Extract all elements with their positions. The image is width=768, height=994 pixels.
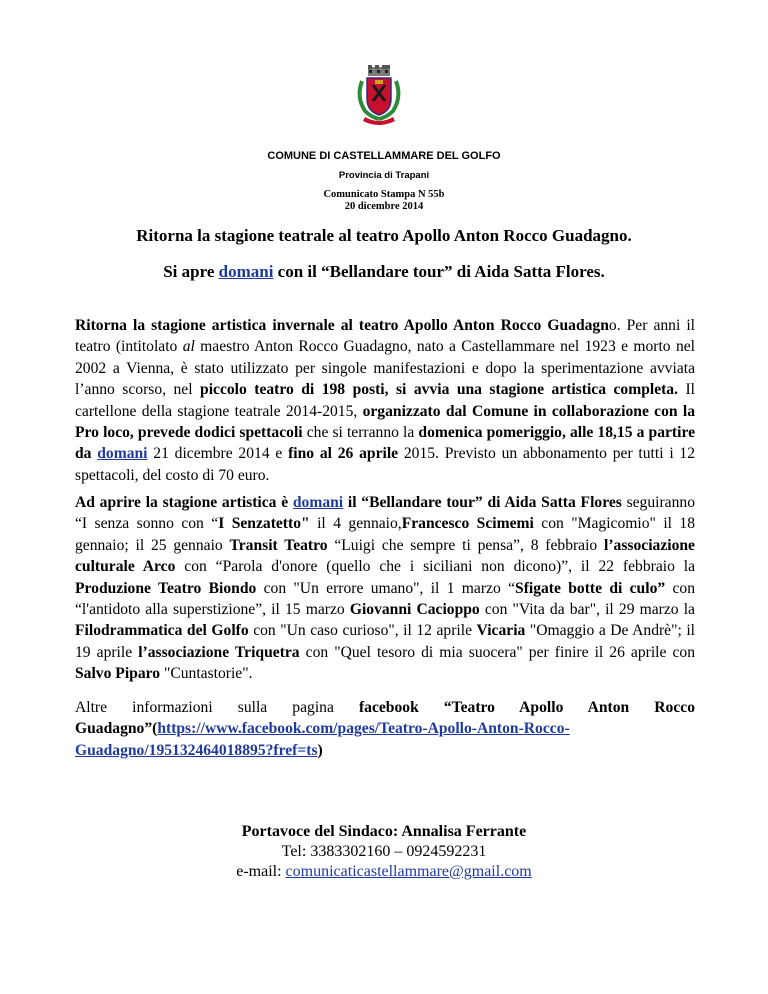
text: 2015. Previsto un abbonamento per tutti i 12 spettacoli, del costo di 70 euro. bbox=[75, 445, 696, 484]
text: con "Un caso curioso", il 12 aprile bbox=[248, 622, 477, 640]
municipal-crest-icon bbox=[353, 65, 405, 127]
facebook-page-link[interactable]: https://www.facebook.com/pages/Teatro-Apollo-Anton-Rocco-Guadagno/195132464018895?fref=ts bbox=[75, 720, 570, 759]
text: che si terranno la bbox=[302, 424, 419, 442]
province-name: Provincia di Trapani bbox=[338, 170, 430, 181]
text: Altre informazioni sulla pagina bbox=[75, 699, 359, 716]
municipality-name: COMUNE DI CASTELLAMMARE DEL GOLFO bbox=[267, 150, 501, 162]
italic-text: al bbox=[182, 338, 195, 356]
text: con "Magicomio" il 18 gennaio; il 25 gennaio bbox=[75, 515, 696, 554]
text: il 4 gennaio, bbox=[309, 515, 402, 533]
domani-link[interactable]: domani bbox=[292, 494, 344, 511]
bold-text: piccolo teatro di 198 posti, si avvia una stagione artistica completa. bbox=[200, 381, 679, 399]
bold-text: Francesco Scimemi bbox=[401, 515, 534, 533]
bold-text: Salvo Piparo bbox=[75, 665, 161, 683]
text: o. Per anni il teatro (intitolato bbox=[75, 317, 695, 356]
text: con “Parola d'onore (quello che i siciliani non dicono)”, il 22 febbraio la bbox=[175, 558, 695, 576]
bold-text: Vicaria bbox=[476, 622, 526, 640]
paragraph-intro bbox=[75, 315, 695, 486]
email-label: e-mail: bbox=[236, 863, 286, 880]
domani-link[interactable]: domani bbox=[97, 445, 148, 463]
subheadline-text: con il “Bellandare tour” di Aida Satta Flores. bbox=[273, 262, 605, 281]
press-release-meta bbox=[0, 189, 768, 213]
bold-text: ) bbox=[317, 741, 323, 759]
domani-link[interactable]: domani bbox=[218, 262, 274, 281]
paragraph-program bbox=[75, 492, 695, 685]
bold-text: Ad aprire la stagione artistica è bbox=[75, 494, 293, 511]
bold-text: Transit Teatro bbox=[229, 536, 328, 554]
text: Il cartellone della stagione teatrale 2014-2015, bbox=[75, 381, 696, 420]
bold-text: Produzione Teatro Biondo bbox=[75, 579, 257, 597]
subheadline-text: Si apre bbox=[163, 262, 219, 281]
text: con "Quel tesoro di mia suocera" per finire il 26 aprile con bbox=[299, 643, 696, 661]
bold-text: Giovanni Cacioppo bbox=[349, 601, 480, 619]
bold-text: Sfigate botte di culo” bbox=[515, 579, 666, 597]
bold-text: l’associazione Triquetra bbox=[138, 643, 300, 661]
press-release-date: 20 dicembre 2014 bbox=[344, 201, 424, 212]
text: seguiranno “I senza sonno con “ bbox=[75, 494, 695, 533]
spokesperson-email bbox=[0, 862, 768, 882]
bold-text: domenica pomeriggio, alle 18,15 a partire da bbox=[75, 424, 695, 463]
bold-text: Filodrammatica del Golfo bbox=[75, 622, 249, 640]
headline: Ritorna la stagione teatrale al teatro Apollo Anton Rocco Guadagno. bbox=[136, 226, 632, 245]
text: “Luigi che sempre ti pensa”, 8 febbraio bbox=[327, 536, 605, 554]
paragraph-info bbox=[75, 697, 695, 761]
text: con "Vita da bar", il 29 marzo la bbox=[479, 601, 695, 619]
text: maestro Anton Rocco Guadagno, nato a Castellammare nel 1923 e morto nel 2002 a Vienna, è stato utilizzato per singole manifestazioni e dopo la sperimentazione avviata l’anno scorso, nel bbox=[75, 338, 696, 399]
bold-text: Ritorna la stagione artistica invernale al teatro Apollo Anton Rocco Guadagn bbox=[75, 317, 609, 334]
bold-text: fino al 26 aprile bbox=[288, 445, 399, 463]
bold-text: organizzato dal Comune in collaborazione con la Pro loco, prevede dodici spettacoli bbox=[75, 402, 695, 442]
spokesperson-title: Portavoce del Sindaco: Annalisa Ferrante bbox=[241, 823, 527, 840]
bold-text: facebook “Teatro Apollo Anton Rocco Guadagno”( bbox=[75, 699, 695, 738]
email-link[interactable]: comunicaticastellammare@gmail.com bbox=[285, 863, 532, 880]
bold-text: l’associazione culturale Arco bbox=[75, 536, 695, 576]
text: "Cuntastorie". bbox=[160, 665, 253, 683]
text: 21 dicembre 2014 e bbox=[147, 445, 289, 463]
press-release-number: Comunicato Stampa N 55b bbox=[323, 189, 445, 200]
text: con “l'antidoto alla superstizione”, il 15 marzo bbox=[75, 579, 695, 619]
text: "Omaggio a De Andrè"; il 19 aprile bbox=[75, 622, 696, 661]
subheadline bbox=[0, 262, 768, 282]
bold-text: I Senzatetto" bbox=[218, 515, 310, 533]
text: con "Un errore umano", il 1 marzo “ bbox=[256, 579, 516, 597]
spokesperson-phone: Tel: 3383302160 – 0924592231 bbox=[281, 843, 487, 860]
bold-text: il “Bellandare tour” di Aida Satta Flores bbox=[343, 494, 622, 511]
